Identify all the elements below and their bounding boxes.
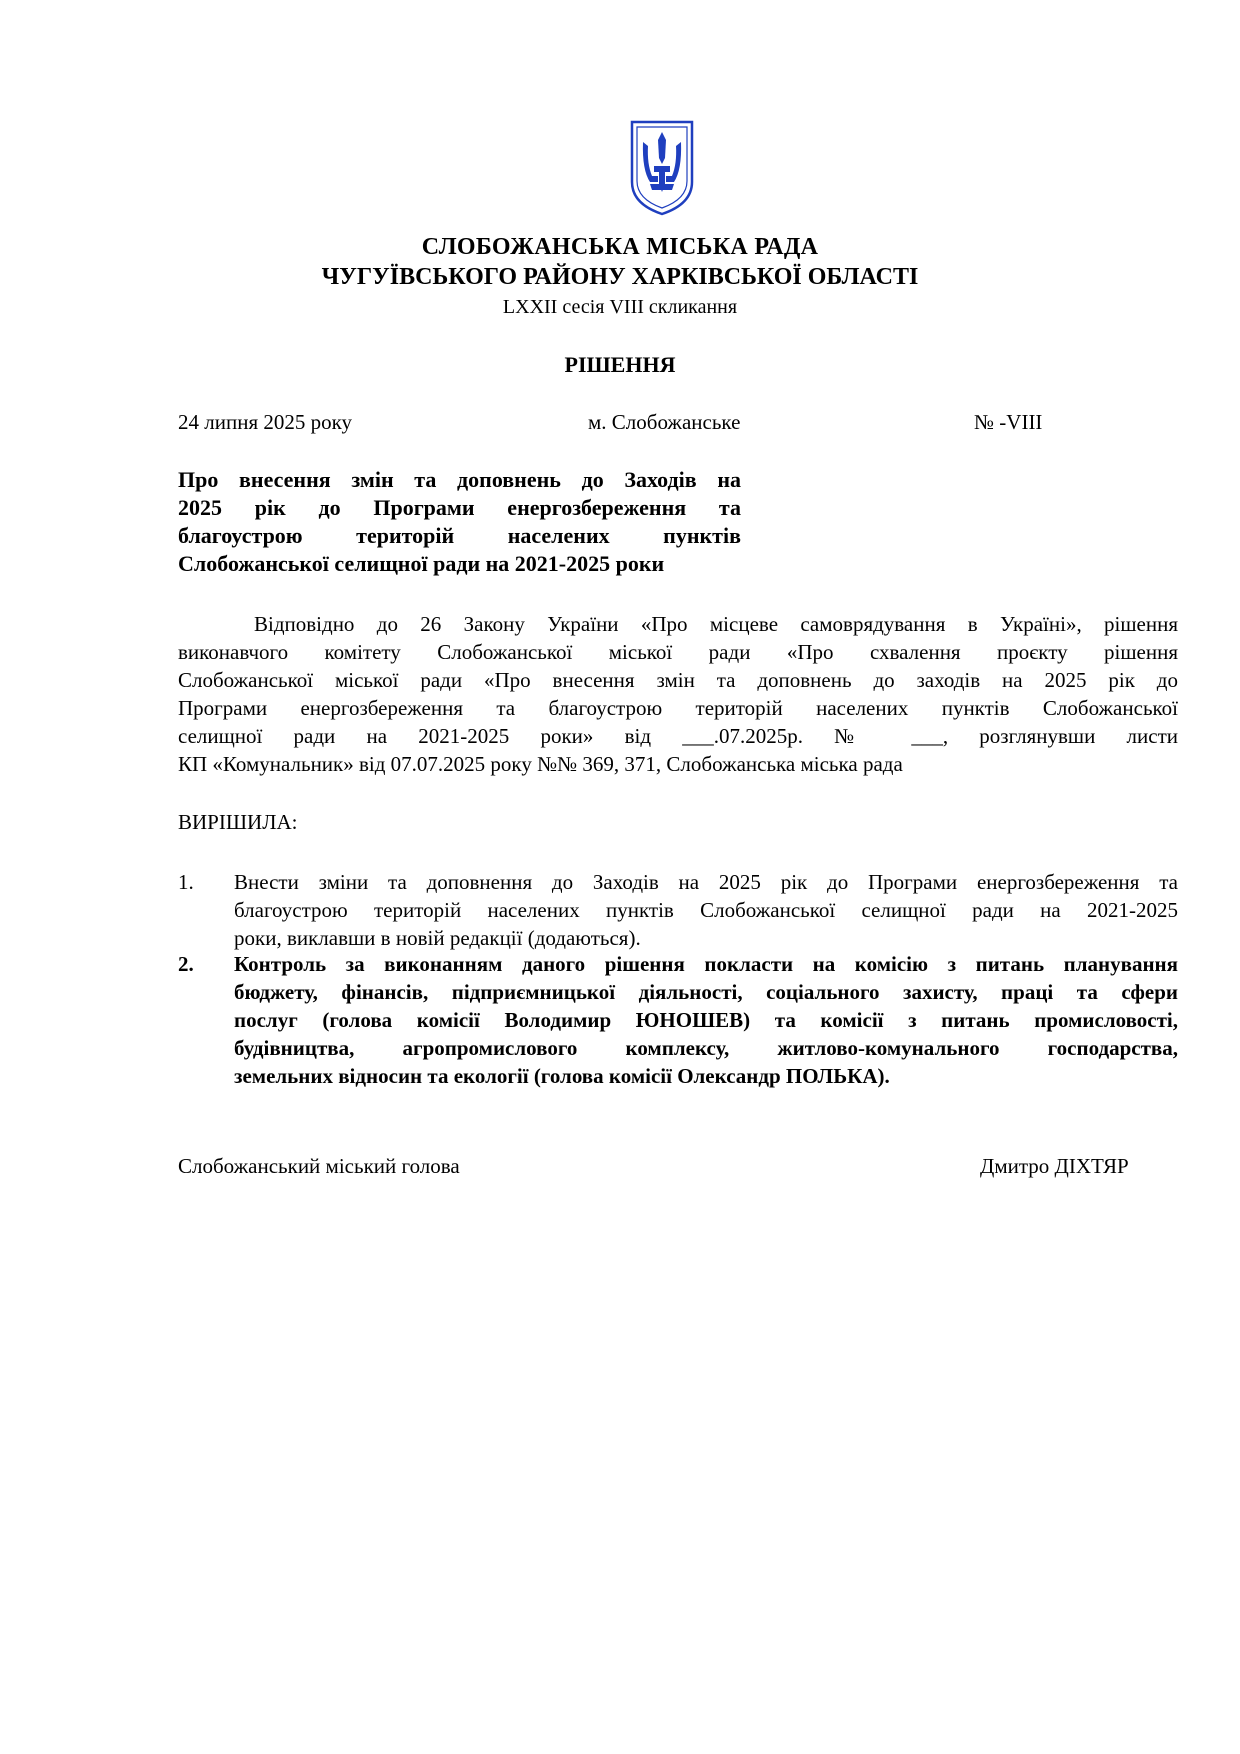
- item-line: Внести зміни та доповнення до Заходів на 2025 рік до Програми енергозбереження та: [234, 870, 1178, 894]
- preamble-line: Відповідно до 26 Закону України «Про місцеве самоврядування в Україні», рішення: [254, 612, 1178, 636]
- district-name: ЧУГУЇВСЬКОГО РАЙОНУ ХАРКІВСЬКОЇ ОБЛАСТІ: [321, 264, 919, 290]
- preamble-line: КП «Комунальник» від 07.07.2025 року №№ 369, 371, Слобожанська міська рада: [178, 752, 903, 776]
- preamble-line: селищної ради на 2021-2025 роки» від ___.07.2025р. № ___, розглянувши листи: [178, 724, 1178, 748]
- resolved-heading: ВИРІШИЛА:: [178, 810, 298, 834]
- decision-title: [178, 466, 741, 578]
- item-text: [234, 868, 1178, 952]
- item-number: 2.: [178, 952, 194, 976]
- item-line: земельних відносин та екології (голова комісії Олександр ПОЛЬКА).: [234, 1064, 890, 1088]
- resolution-item-2: [178, 950, 1178, 1100]
- session-line: LXXII сесія VIII скликання: [502, 296, 738, 318]
- signature-name: Дмитро ДІХТЯР: [980, 1154, 1129, 1178]
- item-text: [234, 950, 1178, 1090]
- decision-date: 24 липня 2025 року: [178, 410, 353, 434]
- item-line: Контроль за виконанням даного рішення покласти на комісію з питань планування: [234, 952, 1178, 976]
- preamble-line: виконавчого комітету Слобожанської міської ради «Про схвалення проєкту рішення: [178, 640, 1178, 664]
- title-line: 2025 рік до Програми енергозбереження та: [178, 495, 741, 520]
- coat-of-arms-icon: [628, 118, 696, 218]
- resolution-item-1: [178, 868, 1178, 958]
- preamble-line: Програми енергозбереження та благоустрою територій населених пунктів Слобожанської: [178, 696, 1178, 720]
- title-line: Слобожанської селищної ради на 2021-2025 роки: [178, 551, 665, 576]
- item-line: роки, виклавши в новій редакції (додаються).: [234, 926, 641, 950]
- council-name: СЛОБОЖАНСЬКА МІСЬКА РАДА: [421, 234, 819, 260]
- title-line: Про внесення змін та доповнень до Заходів на: [178, 467, 741, 492]
- item-line: благоустрою територій населених пунктів Слобожанської селищної ради на 2021-2025: [234, 898, 1178, 922]
- decision-number: № -VIII: [974, 410, 1043, 434]
- signature-position: Слобожанський міський голова: [178, 1154, 460, 1178]
- preamble-line: Слобожанської міської ради «Про внесення змін та доповнень до заходів на 2025 рік до: [178, 668, 1178, 692]
- item-line: будівництва, агропромислового комплексу, житлово-комунального господарства,: [234, 1036, 1178, 1060]
- decision-place: м. Слобожанське: [588, 410, 741, 434]
- title-line: благоустрою територій населених пунктів: [178, 523, 741, 548]
- document-type: РІШЕННЯ: [564, 352, 676, 377]
- item-line: бюджету, фінансів, підприємницької діяльності, соціального захисту, праці та сфери: [234, 980, 1178, 1004]
- item-number: 1.: [178, 870, 194, 894]
- item-line: послуг (голова комісії Володимир ЮНОШЕВ) та комісії з питань промисловості,: [234, 1008, 1178, 1032]
- preamble: [178, 610, 1178, 778]
